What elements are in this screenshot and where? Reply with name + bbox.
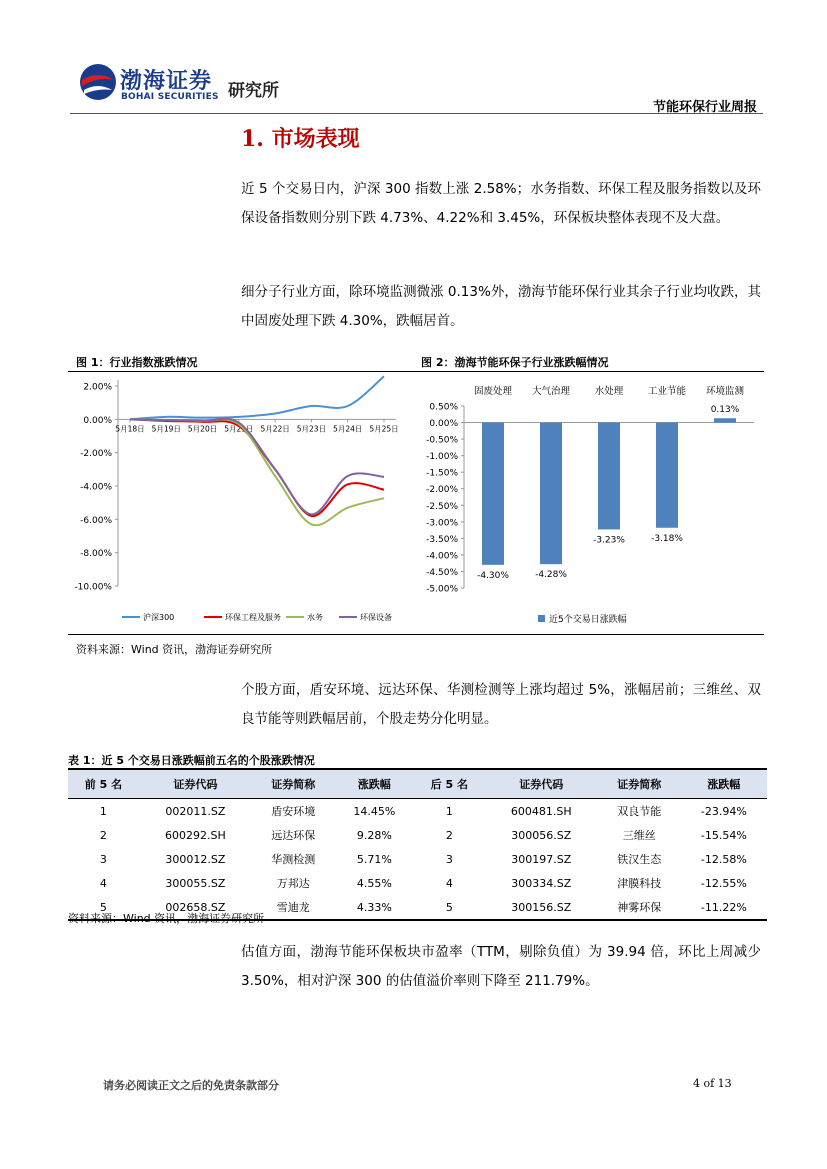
table-cell: 4.55% — [356, 876, 392, 890]
table-header-row — [68, 769, 767, 799]
y-tick-label: -0.50% — [426, 435, 458, 446]
brand-name: 渤海证券 — [120, 68, 213, 94]
bar — [540, 423, 562, 565]
table-cell: 万邦达 — [276, 877, 310, 890]
y-tick-label: -2.50% — [426, 501, 458, 512]
table-cell: 14.45% — [353, 804, 396, 818]
table-cell: -23.94% — [700, 804, 747, 818]
table-cell: 雪迪龙 — [252, 895, 335, 920]
figure2-title: 图 2：渤海节能环保子行业涨跌幅情况 — [421, 356, 609, 369]
header-change: 涨跌幅 — [681, 769, 767, 799]
table-cell: -12.55% — [700, 876, 747, 890]
category-label: 工业节能 — [647, 386, 687, 397]
bar — [598, 423, 620, 530]
table-row — [68, 871, 767, 895]
paragraph-market: 近 5 个交易日内，沪深 300 指数上涨 2.58%；水务指数、环保工程及服务指数以及环保设备指数则分别下跌 4.73%、4.22%和 3.45%，环保板块整体表现不及大盘。 — [241, 181, 761, 226]
y-tick-label: -10.00% — [74, 582, 112, 593]
table-cell: 9.28% — [356, 828, 392, 842]
y-tick-label: -5.00% — [426, 584, 458, 595]
legend-label: 环保工程及服务 — [225, 613, 281, 622]
category-label: 水处理 — [594, 386, 624, 397]
category-label: 固废处理 — [473, 386, 513, 397]
x-tick-label: 5月20日 — [187, 424, 218, 434]
y-tick-label: -2.00% — [426, 485, 458, 496]
table-cell: -12.58% — [700, 852, 747, 866]
x-tick-label: 5月19日 — [151, 424, 181, 434]
header-code: 证券代码 — [139, 769, 252, 799]
y-tick-label: 2.00% — [83, 382, 112, 393]
report-name: 节能环保行业周报 — [652, 100, 757, 115]
table-cell: 华测检测 — [271, 853, 316, 866]
y-tick-label: -4.50% — [426, 567, 458, 578]
table-cell: 1 — [445, 804, 453, 818]
table-cell: 4.33% — [335, 895, 414, 920]
table-cell: 300012.SZ — [165, 852, 226, 866]
table-cell: 002658.SZ — [139, 895, 252, 920]
table-row — [68, 847, 767, 871]
x-tick-label: 5月24日 — [333, 424, 363, 434]
y-tick-label: -1.50% — [426, 468, 458, 479]
table-cell: 神雾环保 — [598, 895, 681, 920]
figure-bottom-rule — [68, 634, 764, 635]
table-cell: 600292.SH — [164, 828, 226, 842]
table-cell: 300334.SZ — [511, 876, 572, 890]
figure1-title: 图 1：行业指数涨跌情况 — [76, 356, 198, 369]
table-cell: 2 — [99, 828, 107, 842]
legend-label: 水务 — [307, 613, 323, 622]
header-name: 证券简称 — [252, 769, 335, 799]
subindustry-bar-chart — [414, 372, 764, 634]
table-cell: 双良节能 — [617, 805, 662, 818]
y-tick-label: -4.00% — [80, 482, 112, 493]
table-cell: 盾安环境 — [271, 805, 316, 818]
table-title: 表 1：近 5 个交易日涨跌幅前五名的个股涨跌情况 — [68, 754, 315, 767]
table-cell: 300055.SZ — [165, 876, 226, 890]
brand-name-en: BOHAI SECURITIES — [121, 92, 219, 102]
table-cell: 3 — [99, 852, 107, 866]
y-tick-label: -3.00% — [426, 518, 458, 529]
legend-label: 环保设备 — [360, 613, 392, 622]
figure-source: 资料来源：Wind 资讯，渤海证券研究所 — [76, 643, 273, 656]
table-cell: 铁汉生态 — [617, 853, 662, 866]
header-top5: 前 5 名 — [68, 769, 139, 799]
paragraph-valuation: 估值方面，渤海节能环保板块市盈率（TTM，剔除负值）为 39.94 倍，环比上周减少 3.50%，相对沪深 300 的估值溢价率则下降至 211.79%。 — [241, 944, 761, 989]
x-tick-label: 5月25日 — [369, 424, 399, 434]
data-label: -4.28% — [535, 570, 567, 581]
series-line — [130, 419, 384, 525]
table-cell: 300156.SZ — [485, 895, 598, 920]
header-code: 证券代码 — [485, 769, 598, 799]
table-cell: 远达环保 — [271, 829, 316, 842]
table-cell: 三维丝 — [622, 829, 656, 842]
section-title: 1. 市场表现 — [241, 126, 360, 152]
table-row — [68, 823, 767, 847]
table-cell: 津膜科技 — [617, 877, 662, 890]
y-tick-label: -4.00% — [426, 551, 458, 562]
header-change: 涨跌幅 — [335, 769, 414, 799]
y-tick-label: 0.00% — [83, 415, 112, 426]
y-tick-label: 0.00% — [429, 419, 458, 430]
table-cell: 002011.SZ — [165, 804, 226, 818]
table-cell: 5.71% — [356, 852, 392, 866]
legend-label: 近5个交易日涨跌幅 — [549, 615, 627, 625]
paragraph-subindustry: 细分子行业方面，除环境监测微涨 0.13%外，渤海节能环保行业其余子行业均收跌，其中固废处理下跌 4.30%，跌幅居首。 — [241, 284, 761, 329]
header-divider — [70, 113, 763, 114]
legend-swatch — [538, 615, 545, 622]
series-line — [130, 376, 384, 419]
data-label: -4.30% — [477, 570, 509, 581]
table-cell: 5 — [68, 895, 139, 920]
legend-label: 沪深300 — [143, 613, 175, 622]
y-tick-label: -6.00% — [80, 515, 112, 526]
data-label: -3.23% — [593, 535, 625, 546]
table-cell: -11.22% — [681, 895, 767, 920]
table-cell: 4 — [99, 876, 107, 890]
y-tick-label: -3.50% — [426, 534, 458, 545]
page-number: 4 of 13 — [693, 1077, 732, 1090]
table-cell: 5 — [414, 895, 485, 920]
series-line — [130, 419, 384, 516]
bar — [482, 423, 504, 565]
stock-table — [68, 768, 767, 921]
x-tick-label: 5月22日 — [260, 424, 290, 434]
table-cell: -15.54% — [700, 828, 747, 842]
dept-name: 研究所 — [228, 81, 279, 101]
table-cell: 1 — [99, 804, 107, 818]
industry-index-line-chart — [68, 372, 406, 634]
y-tick-label: -8.00% — [80, 549, 112, 560]
y-tick-label: 0.50% — [429, 402, 458, 413]
bohai-logo-icon — [78, 62, 118, 102]
data-label: 0.13% — [710, 405, 740, 416]
table-cell: 300056.SZ — [511, 828, 572, 842]
table-cell: 3 — [445, 852, 453, 866]
category-label: 环境监测 — [705, 386, 745, 397]
data-label: -3.18% — [651, 533, 683, 544]
x-tick-label: 5月21日 — [224, 424, 254, 434]
y-tick-label: -1.00% — [426, 452, 458, 463]
header-name: 证券简称 — [598, 769, 681, 799]
disclaimer-note: 请务必阅读正文之后的免责条款部分 — [103, 1079, 279, 1092]
header-bottom5: 后 5 名 — [414, 769, 485, 799]
x-tick-label: 5月18日 — [115, 424, 145, 434]
table-cell: 300197.SZ — [511, 852, 572, 866]
table-cell: 600481.SH — [510, 804, 572, 818]
bar — [656, 423, 678, 528]
bar — [714, 418, 736, 422]
table-row — [68, 799, 767, 824]
table-cell: 2 — [445, 828, 453, 842]
table-cell: 4 — [445, 876, 453, 890]
x-tick-label: 5月23日 — [296, 424, 327, 434]
paragraph-stocks: 个股方面，盾安环境、远达环保、华测检测等上涨均超过 5%，涨幅居前；三维丝、双良节能等则跌幅居前，个股走势分化明显。 — [241, 682, 761, 727]
y-tick-label: -2.00% — [80, 449, 112, 460]
category-label: 大气治理 — [531, 386, 571, 397]
table-source: 资料来源：Wind 资讯，渤海证券研究所 — [68, 912, 265, 925]
